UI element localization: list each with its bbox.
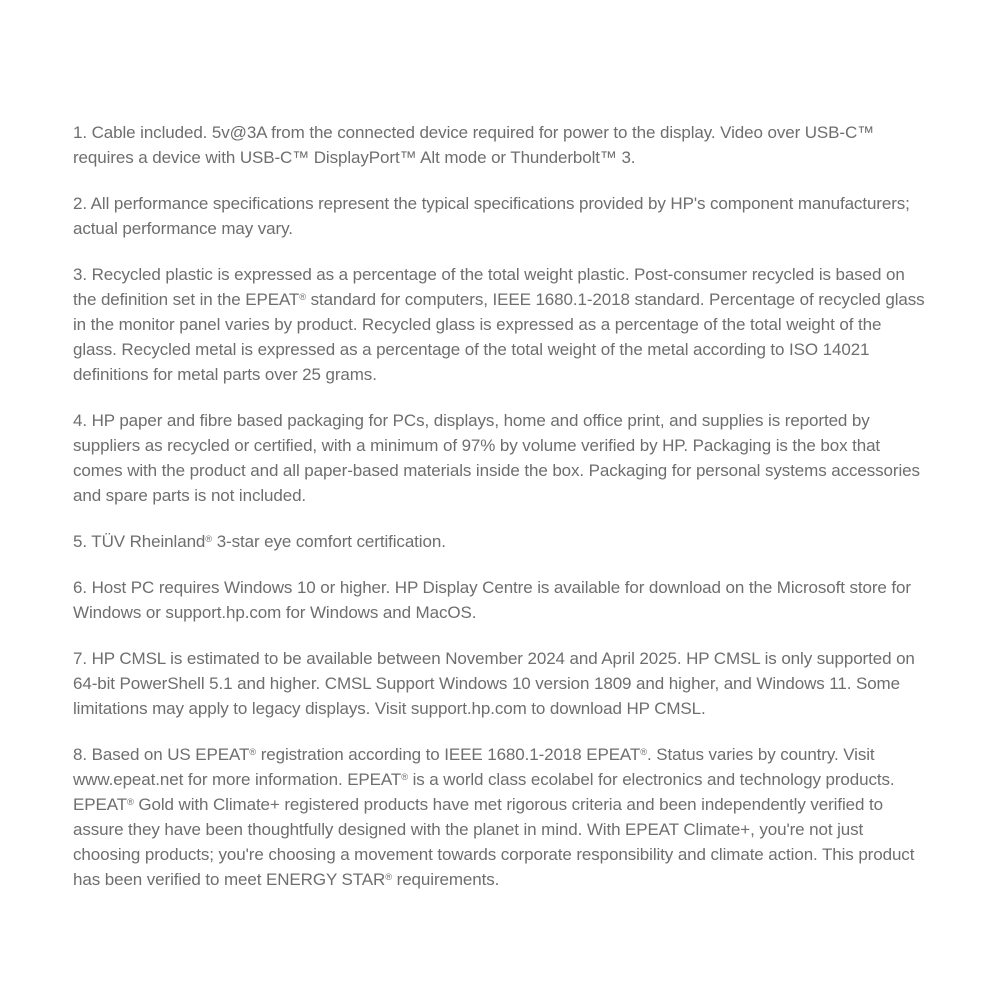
footnote-7: 7. HP CMSL is estimated to be available between November 2024 and April 2025. HP CMSL is only supported on 64-bit PowerShell 5.1 and higher. CMSL Support Windows 10 version 1809 and higher, and Windows 11. Some limitations may apply to legacy displays. Visit support.hp.com to download HP CMSL. <box>73 649 915 718</box>
footnote-1: 1. Cable included. 5v@3A from the connected device required for power to the display. Video over USB-C™ requires a device with USB-C™ DisplayPort™ Alt mode or Thunderbolt™ 3. <box>73 123 875 167</box>
footnotes-section <box>73 120 925 913</box>
footnote-8: 8. Based on US EPEAT® registration according to IEEE 1680.1-2018 EPEAT®. Status varies by country. Visit www.epeat.net for more information. EPEAT® is a world class ecolabel for electronics and technology products. EPEAT® Gold with Climate+ registered products have met rigorous criteria and been independently verified to assure they have been thoughtfully designed with the planet in mind. With EPEAT Climate+, you're not just choosing products; you're choosing a movement towards corporate responsibility and climate action. This product has been verified to meet ENERGY STAR® requirements. <box>73 745 915 889</box>
footnote-4: 4. HP paper and fibre based packaging for PCs, displays, home and office print, and supplies is reported by suppliers as recycled or certified, with a minimum of 97% by volume verified by HP. Packaging is the box that comes with the product and all paper-based materials inside the box. Packaging for personal systems accessories and spare parts is not included. <box>73 411 920 505</box>
footnote-5: 5. TÜV Rheinland® 3-star eye comfort certification. <box>73 532 446 551</box>
footnote-2: 2. All performance specifications represent the typical specifications provided by HP's component manufacturers; actual performance may vary. <box>73 194 910 238</box>
footnote-6: 6. Host PC requires Windows 10 or higher. HP Display Centre is available for download on the Microsoft store for Windows or support.hp.com for Windows and MacOS. <box>73 578 911 622</box>
footnote-3: 3. Recycled plastic is expressed as a percentage of the total weight plastic. Post-consumer recycled is based on the definition set in the EPEAT® standard for computers, IEEE 1680.1-2018 standard. Percentage of recycled glass in the monitor panel varies by product. Recycled glass is expressed as a percentage of the total weight of the glass. Recycled metal is expressed as a percentage of the total weight of the metal according to ISO 14021 definitions for metal parts over 25 grams. <box>73 265 925 384</box>
